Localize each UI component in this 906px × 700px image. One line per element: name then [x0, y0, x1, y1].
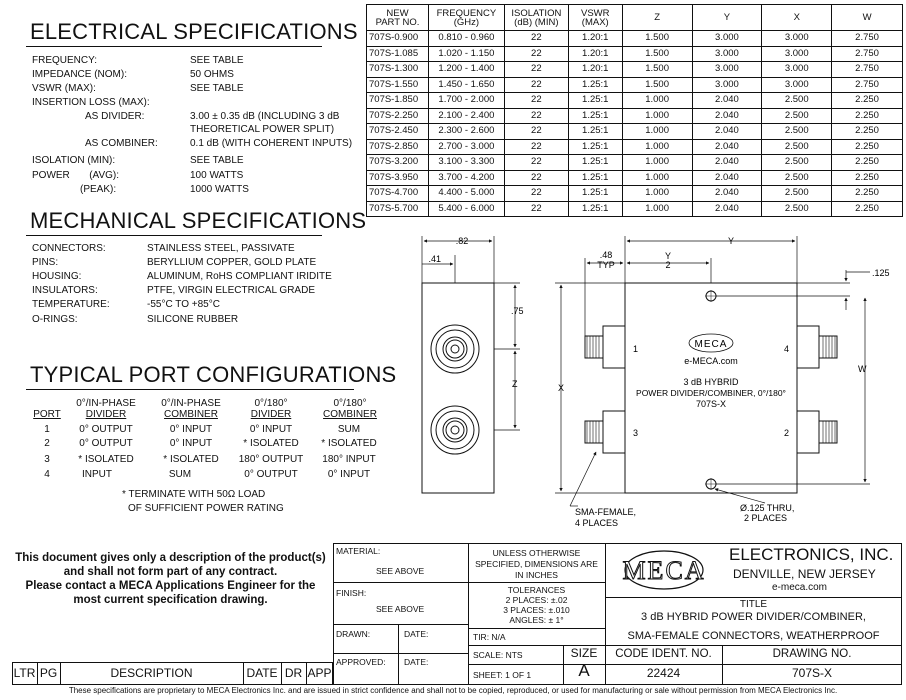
table-cell: 22: [504, 155, 568, 171]
dim-y: Y: [727, 236, 735, 246]
table-cell: 1.500: [622, 77, 692, 93]
port-number: 3: [44, 454, 50, 465]
spec-value: ALUMINUM, RoHS COMPLIANT IRIDITE: [147, 271, 332, 282]
table-cell: 1.000: [622, 124, 692, 140]
material-label: MATERIAL:: [336, 546, 381, 556]
spec-label: (PEAK):: [80, 184, 117, 195]
port-label-1: 1: [633, 344, 639, 354]
side-connector-bottom: [431, 406, 479, 454]
port-cell: 0° OUTPUT: [79, 424, 133, 435]
dim-y2-bot: 2: [665, 260, 671, 270]
table-header: FREQUENCY (GHz): [428, 5, 504, 31]
tb-rule: [468, 645, 902, 646]
table-cell: 2.250: [832, 108, 903, 124]
product-label-3: 707S-X: [695, 399, 727, 409]
table-row: [367, 108, 903, 124]
rev-dr: DR: [284, 666, 303, 680]
title-line-1: 3 dB HYBRID POWER DIVIDER/COMBINER,: [641, 611, 866, 623]
top-view: [555, 236, 890, 528]
table-cell: 1.500: [622, 62, 692, 78]
table-cell: 1.000: [622, 170, 692, 186]
connector-port-4: [797, 326, 837, 368]
rev-description: DESCRIPTION: [110, 666, 193, 680]
spec-value: 0.1 dB (WITH COHERENT INPUTS): [190, 138, 353, 149]
tolerance-1: 2 PLACES: ±.02: [505, 595, 568, 605]
table-header: Z: [622, 5, 692, 31]
port-cell: 0° INPUT: [249, 424, 293, 435]
ports-header-c1-bot: DIVIDER: [85, 409, 127, 420]
company-logo-text: MECA: [622, 556, 706, 585]
table-cell: 1.25:1: [568, 155, 622, 171]
port-cell: * ISOLATED: [243, 438, 299, 449]
spec-value: SILICONE RUBBER: [147, 314, 239, 325]
table-cell: 2.500: [762, 186, 832, 202]
part-spec-table: [366, 4, 903, 217]
callout-hole-1: Ø.125 THRU,: [740, 503, 795, 513]
size-value: A: [578, 661, 590, 680]
scale-value: SCALE: NTS: [473, 650, 523, 660]
port-cell: SUM: [337, 424, 361, 435]
ports-header-c3-top: 0°/180°: [254, 398, 288, 409]
tb-rule: [333, 582, 468, 583]
unless-line-2: SPECIFIED, DIMENSIONS ARE: [475, 559, 598, 569]
spec-label: HOUSING:: [32, 271, 82, 282]
table-cell: 2.250: [832, 170, 903, 186]
part-number-cell: 707S-0.900: [367, 31, 429, 47]
table-cell: 1.000: [622, 139, 692, 155]
table-cell: 2.500: [762, 155, 832, 171]
spec-value: SEE TABLE: [190, 83, 244, 94]
unless-line-1: UNLESS OTHERWISE: [492, 548, 581, 558]
code-label: CODE IDENT. NO.: [615, 648, 712, 660]
callout-sma-1: SMA-FEMALE,: [575, 507, 637, 517]
port-cell: 0° OUTPUT: [244, 469, 298, 480]
tb-vrule: [398, 624, 399, 685]
table-cell: 22: [504, 186, 568, 202]
table-cell: 3.700 - 4.200: [428, 170, 504, 186]
table-cell: 1.450 - 1.650: [428, 77, 504, 93]
port-number: 2: [44, 438, 50, 449]
part-number-cell: 707S-2.450: [367, 124, 429, 140]
table-cell: 5.400 - 6.000: [428, 201, 504, 217]
port-label-3: 3: [633, 428, 639, 438]
table-header: ISOLATION (dB) (MIN): [504, 5, 568, 31]
table-cell: 1.500: [622, 31, 692, 47]
dim-typ: TYP: [597, 260, 615, 270]
table-row: [367, 155, 903, 171]
mechanical-title: MECHANICAL SPECIFICATIONS: [30, 208, 367, 233]
ports-note-2: OF SUFFICIENT POWER RATING: [128, 503, 284, 514]
table-cell: 2.250: [832, 201, 903, 217]
port-label-2: 2: [784, 428, 790, 438]
dim-41: .41: [428, 254, 441, 264]
table-cell: 3.000: [762, 31, 832, 47]
table-row: [367, 46, 903, 62]
table-cell: 22: [504, 108, 568, 124]
table-cell: 1.000: [622, 93, 692, 109]
part-number-cell: 707S-1.850: [367, 93, 429, 109]
size-label: SIZE: [570, 646, 598, 660]
proprietary-footer: These specifications are proprietary to MECA Electronics Inc. and are issued in strict confidence and shall not to be copied, reproduced, or used for manufacturing or sale without permission from MECA Electronics Inc.: [68, 686, 838, 695]
dim-125: .125: [872, 268, 890, 278]
tb-rule: [333, 624, 468, 625]
table-cell: 3.100 - 3.300: [428, 155, 504, 171]
tolerance-title: TOLERANCES: [507, 585, 566, 595]
rev-pg: PG: [39, 666, 58, 680]
spec-label: ISOLATION (MIN):: [32, 155, 116, 166]
rev-ltr: LTR: [13, 666, 36, 680]
spec-value: STAINLESS STEEL, PASSIVATE: [147, 243, 295, 254]
table-cell: 2.500: [762, 139, 832, 155]
port-cell: SUM: [168, 469, 192, 480]
table-cell: 1.25:1: [568, 93, 622, 109]
title-label: TITLE: [739, 599, 768, 610]
ports-header-c2-bot: COMBINER: [164, 409, 218, 420]
part-number-cell: 707S-3.200: [367, 155, 429, 171]
table-row: [367, 186, 903, 202]
side-view: [422, 236, 524, 493]
rev-app: APP: [307, 666, 332, 680]
table-row: [367, 170, 903, 186]
table-cell: 1.25:1: [568, 124, 622, 140]
table-cell: 2.500: [762, 170, 832, 186]
table-cell: 1.25:1: [568, 201, 622, 217]
tb-rule: [333, 653, 468, 654]
table-cell: 1.25:1: [568, 186, 622, 202]
table-cell: 2.750: [832, 77, 903, 93]
port-cell: * ISOLATED: [163, 454, 219, 465]
table-cell: 3.000: [692, 46, 762, 62]
port-number: 1: [44, 424, 50, 435]
tb-rule: [468, 628, 605, 629]
port-cell: 180° OUTPUT: [238, 454, 304, 465]
table-cell: 3.000: [692, 77, 762, 93]
table-cell: 2.040: [692, 93, 762, 109]
electrical-title: ELECTRICAL SPECIFICATIONS: [30, 19, 358, 44]
company-web: e-meca.com: [772, 582, 828, 593]
spec-label: IMPEDANCE (NOM):: [32, 69, 127, 80]
spec-label: CONNECTORS:: [32, 243, 106, 254]
table-row: [367, 93, 903, 109]
dim-x: X: [558, 383, 565, 393]
spec-label: INSERTION LOSS (MAX):: [32, 97, 150, 108]
finish-value: SEE ABOVE: [376, 604, 425, 614]
table-cell: 2.250: [832, 186, 903, 202]
tb-rule: [605, 597, 902, 598]
table-cell: 2.750: [832, 62, 903, 78]
spec-value: BERYLLIUM COPPER, GOLD PLATE: [147, 257, 317, 268]
part-number-cell: 707S-2.250: [367, 108, 429, 124]
spec-label: POWER (AVG):: [32, 170, 120, 181]
side-view-body: [422, 283, 494, 493]
table-cell: 2.100 - 2.400: [428, 108, 504, 124]
spec-label: FREQUENCY:: [32, 55, 98, 66]
part-number-cell: 707S-1.550: [367, 77, 429, 93]
date-label: DATE:: [404, 629, 429, 639]
tolerance-2: 3 PLACES: ±.010: [503, 605, 570, 615]
ports-header-c2-top: 0°/IN-PHASE: [161, 398, 221, 409]
tb-rule: [468, 582, 605, 583]
table-cell: 2.500: [762, 108, 832, 124]
spec-label: TEMPERATURE:: [32, 299, 110, 310]
port-cell: 0° OUTPUT: [79, 438, 133, 449]
table-cell: 1.000: [622, 108, 692, 124]
table-row: [367, 201, 903, 217]
table-cell: 22: [504, 170, 568, 186]
table-row: [367, 31, 903, 47]
part-number-cell: 707S-1.300: [367, 62, 429, 78]
dim-48: .48: [599, 250, 613, 260]
tir-value: TIR: N/A: [473, 632, 506, 642]
part-number-cell: 707S-4.700: [367, 186, 429, 202]
meca-logo: [689, 334, 733, 352]
callout-hole-2: 2 PLACES: [744, 513, 788, 523]
disclaimer-line-3: Please contact a MECA Applications Engineer for the: [25, 580, 316, 592]
table-cell: 2.250: [832, 139, 903, 155]
table-cell: 1.700 - 2.000: [428, 93, 504, 109]
spec-value: 1000 WATTS: [190, 184, 249, 195]
spec-value: 50 OHMS: [190, 69, 234, 80]
table-cell: 2.040: [692, 108, 762, 124]
product-label-2: POWER DIVIDER/COMBINER, 0°/180°: [636, 388, 786, 398]
table-cell: 1.200 - 1.400: [428, 62, 504, 78]
disclaimer-line-2: and shall not form part of any contract.: [63, 566, 278, 578]
table-header: NEW PART NO.: [367, 5, 429, 31]
port-cell: * ISOLATED: [321, 438, 377, 449]
table-cell: 22: [504, 139, 568, 155]
table-cell: 2.500: [762, 201, 832, 217]
table-cell: 2.040: [692, 139, 762, 155]
dim-82: .82: [455, 236, 469, 246]
dim-y2-top: Y: [664, 251, 672, 261]
dim-75: .75: [511, 306, 524, 316]
table-cell: 0.810 - 0.960: [428, 31, 504, 47]
table-cell: 3.000: [692, 62, 762, 78]
spec-value: THEORETICAL POWER SPLIT): [190, 124, 335, 135]
dim-z: Z: [512, 379, 518, 389]
table-cell: 1.20:1: [568, 46, 622, 62]
table-cell: 22: [504, 62, 568, 78]
connector-port-1: [585, 326, 625, 368]
spec-label: O-RINGS:: [32, 314, 78, 325]
table-header: VSWR (MAX): [568, 5, 622, 31]
table-row: [367, 77, 903, 93]
dim-w: W: [858, 364, 867, 374]
title-line-2: SMA-FEMALE CONNECTORS, WEATHERPROOF: [627, 630, 880, 642]
table-cell: 22: [504, 93, 568, 109]
table-cell: 3.000: [762, 77, 832, 93]
table-cell: 4.400 - 5.000: [428, 186, 504, 202]
ports-title-underline: [26, 389, 354, 390]
company-logo: [622, 548, 706, 592]
product-website: e-MECA.com: [684, 356, 738, 366]
meca-logo-text: MECA: [694, 339, 728, 350]
table-cell: 2.040: [692, 186, 762, 202]
sheet-value: SHEET: 1 OF 1: [473, 670, 532, 680]
ports-header-c4-top: 0°/180°: [333, 398, 367, 409]
table-cell: 2.300 - 2.600: [428, 124, 504, 140]
table-cell: 1.20:1: [568, 62, 622, 78]
drawing-label: DRAWING NO.: [772, 648, 852, 660]
ports-note-1: * TERMINATE WITH 50Ω LOAD: [122, 489, 266, 500]
spec-label: VSWR (MAX):: [32, 83, 96, 94]
drawn-label: DRAWN:: [336, 629, 371, 639]
port-cell: 0° INPUT: [169, 424, 213, 435]
table-cell: 2.750: [832, 46, 903, 62]
port-number: 4: [44, 469, 50, 480]
table-cell: 1.25:1: [568, 139, 622, 155]
table-cell: 2.750: [832, 31, 903, 47]
table-cell: 2.040: [692, 155, 762, 171]
table-cell: 2.250: [832, 93, 903, 109]
table-row: [367, 139, 903, 155]
spec-value: 100 WATTS: [190, 170, 244, 181]
table-cell: 22: [504, 201, 568, 217]
spec-value: PTFE, VIRGIN ELECTRICAL GRADE: [147, 285, 315, 296]
spec-value: 3.00 ± 0.35 dB (INCLUDING 3 dB: [190, 111, 340, 122]
date2-label: DATE:: [404, 657, 429, 667]
table-cell: 2.040: [692, 170, 762, 186]
table-cell: 3.000: [762, 46, 832, 62]
table-cell: 2.250: [832, 155, 903, 171]
table-cell: 1.25:1: [568, 108, 622, 124]
ports-header-c4-bot: COMBINER: [323, 409, 377, 420]
table-cell: 2.250: [832, 124, 903, 140]
company-city: DENVILLE, NEW JERSEY: [733, 567, 876, 581]
drawing-value: 707S-X: [791, 666, 833, 680]
disclaimer-line-1: This document gives only a description of the product(s): [15, 552, 326, 564]
table-cell: 2.040: [692, 124, 762, 140]
ports-title: TYPICAL PORT CONFIGURATIONS: [30, 362, 397, 387]
table-cell: 1.500: [622, 46, 692, 62]
port-cell: 0° INPUT: [327, 469, 371, 480]
part-number-cell: 707S-1.085: [367, 46, 429, 62]
spec-label: INSULATORS:: [32, 285, 98, 296]
company-name: ELECTRONICS, INC.: [729, 545, 894, 564]
mechanical-drawing: [380, 228, 906, 533]
ports-header-port: PORT: [33, 409, 61, 420]
spec-value: SEE TABLE: [190, 155, 244, 166]
connector-port-2: [797, 411, 837, 453]
approved-label: APPROVED:: [336, 657, 386, 667]
electrical-title-underline: [26, 46, 322, 47]
product-label-1: 3 dB HYBRID: [683, 377, 739, 387]
table-cell: 2.700 - 3.000: [428, 139, 504, 155]
spec-value: SEE TABLE: [190, 55, 244, 66]
ports-header-c3-bot: DIVIDER: [250, 409, 292, 420]
ports-header-c1-top: 0°/IN-PHASE: [76, 398, 136, 409]
port-cell: 180° INPUT: [322, 454, 376, 465]
table-cell: 1.000: [622, 186, 692, 202]
table-header-row: [367, 5, 903, 31]
table-cell: 22: [504, 77, 568, 93]
disclaimer-line-4: most current specification drawing.: [73, 594, 268, 606]
table-cell: 22: [504, 46, 568, 62]
port-cell: * ISOLATED: [78, 454, 134, 465]
spec-value: -55°C TO +85°C: [147, 299, 220, 310]
table-cell: 1.000: [622, 155, 692, 171]
rev-date: DATE: [246, 666, 278, 680]
table-row: [367, 124, 903, 140]
table-cell: 3.000: [692, 31, 762, 47]
material-value: SEE ABOVE: [376, 566, 425, 576]
mechanical-title-underline: [26, 235, 322, 236]
table-cell: 22: [504, 124, 568, 140]
connector-port-3: [585, 411, 625, 453]
table-cell: 22: [504, 31, 568, 47]
table-cell: 2.500: [762, 124, 832, 140]
part-number-cell: 707S-3.950: [367, 170, 429, 186]
table-cell: 2.040: [692, 201, 762, 217]
table-cell: 1.20:1: [568, 31, 622, 47]
spec-label: PINS:: [32, 257, 59, 268]
port-cell: 0° INPUT: [169, 438, 213, 449]
tolerance-3: ANGLES: ± 1°: [509, 615, 564, 625]
spec-label: AS DIVIDER:: [85, 111, 145, 122]
side-connector-top: [431, 325, 479, 373]
spec-label: AS COMBINER:: [85, 138, 158, 149]
table-header: W: [832, 5, 903, 31]
table-cell: 1.25:1: [568, 77, 622, 93]
finish-label: FINISH:: [336, 588, 367, 598]
table-row: [367, 62, 903, 78]
tb-rule: [468, 664, 902, 665]
table-header: Y: [692, 5, 762, 31]
table-cell: 1.000: [622, 201, 692, 217]
part-number-cell: 707S-2.850: [367, 139, 429, 155]
code-value: 22424: [646, 666, 681, 680]
port-label-4: 4: [784, 344, 790, 354]
callout-sma-2: 4 PLACES: [575, 518, 619, 528]
table-cell: 1.020 - 1.150: [428, 46, 504, 62]
unless-line-3: IN INCHES: [515, 570, 558, 580]
part-number-cell: 707S-5.700: [367, 201, 429, 217]
table-cell: 2.500: [762, 93, 832, 109]
table-cell: 1.25:1: [568, 170, 622, 186]
port-cell: INPUT: [82, 469, 112, 480]
table-header: X: [762, 5, 832, 31]
table-cell: 3.000: [762, 62, 832, 78]
